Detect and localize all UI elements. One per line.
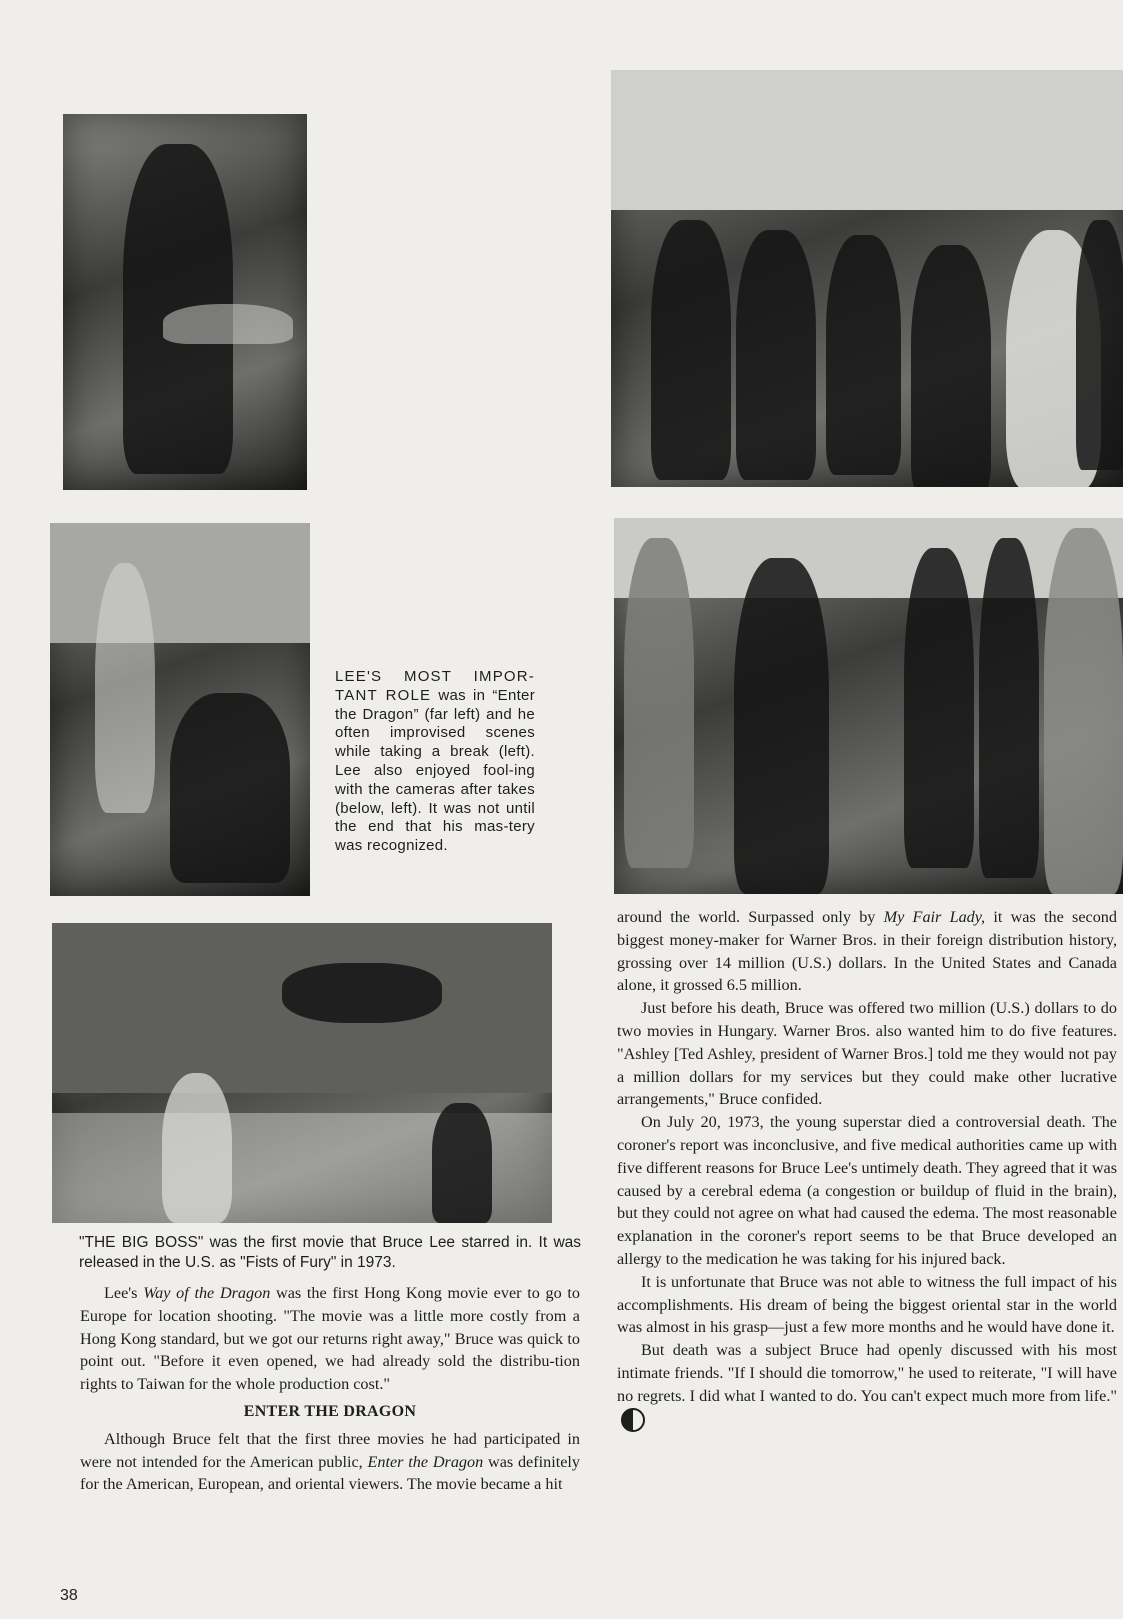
paragraph-text: But death was a subject Bruce had openly discussed with his most intimate friends. "If I should die tomorrow," he used to reiterate, "I will have no regrets. I did what I wanted to do. You can't expect much more from life." [617,1341,1117,1405]
left-text-column [80,1282,580,1496]
paragraph-text: was the first Hong Kong movie ever to go to Europe for location shooting. "The movie was a little more costly from a Hong Kong standard, but we got our returns right away," Bruce was quick to point out. "Before it even opened, we had already sold the distribu-tion rights to Taiwan for the whole production cost." [80,1284,580,1394]
paragraph-unfortunate: It is unfortunate that Bruce was not able to witness the full impact of his accomplishments. His dream of being the biggest oriental star in the world was almost in his grasp—just a few more months and he would have done it. [617,1272,1117,1337]
photo-lee-on-set-cameras [50,523,310,896]
photo-big-boss-kick [52,923,552,1223]
big-boss-caption [79,1233,581,1273]
movie-title: My Fair Lady, [883,908,986,926]
movie-title: Way of the Dragon [143,1284,271,1302]
side-photo-caption [335,668,535,856]
paragraph-text: around the world. Surpassed only by [617,908,876,926]
paragraph-offer: Just before his death, Bruce was offered two million (U.S.) dollars to do two movies in Hungary. Warner Bros. also wanted him to do five features. "Ashley [Ted Ashley, president of Warner Bros.] told me they would not pay a million dollars for my services but they could make other lucrative arrangements," Bruce confided. [617,999,1117,1109]
side-caption-text: was in “Enter the Dragon” (far left) and he often improvised scenes while taking a break (left). Lee also enjoyed fool-ing with the cameras after takes (below, left). It was not until the end that his mas-tery was recognized. [335,686,535,855]
photo-lee-seated [63,114,307,490]
paragraph-text: Although Bruce felt that the first three movies he had participated in were not intended for the American public, [80,1429,580,1471]
paragraph-way-of-dragon [80,1282,580,1396]
paragraph-text: it was the second biggest money-maker for Warner Bros. in their foreign distribution history, grossing over 14 million (U.S.) dollars. In the United States and Canada alone, it grossed 6.5 million. [617,908,1117,995]
paragraph-final [617,1339,1117,1432]
big-boss-caption-lead: "THE BIG BOSS" [79,1234,204,1251]
photo-pallbearers [614,518,1123,894]
movie-title: Enter the Dragon [367,1452,484,1471]
section-heading: ENTER THE DRAGON [243,1402,417,1420]
big-boss-caption-text: was the first movie that Bruce Lee starred in. It was released in the U.S. as "Fists of Fury" in 1973. [79,1234,582,1271]
yin-yang-icon [621,1408,645,1432]
paragraph-around-world [617,906,1117,997]
right-text-column [617,906,1117,1432]
paragraph-text: was definitely for the American, European, and oriental viewers. The movie became a hit [80,1452,580,1494]
page-number: 38 [60,1587,78,1604]
side-caption-lead: LEE'S MOST IMPOR-TANT ROLE [335,668,535,704]
paragraph-enter-dragon [80,1428,580,1496]
photo-funeral-mourners [611,70,1123,487]
paragraph-text: Lee's [104,1284,138,1302]
paragraph-death: On July 20, 1973, the young superstar died a controversial death. The coroner's report was inconclusive, and five medical authorities came up with five different reasons for Bruce Lee's untimely death. They agreed that it was caused by a cerebral edema (a congestion or buildup of fluid in the brain), but they could not agree on what had caused the edema. The most reasonable explanation in the coroner's report seems to be that Bruce developed an allergy to the medication he was taking for his injured back. [617,1113,1117,1268]
